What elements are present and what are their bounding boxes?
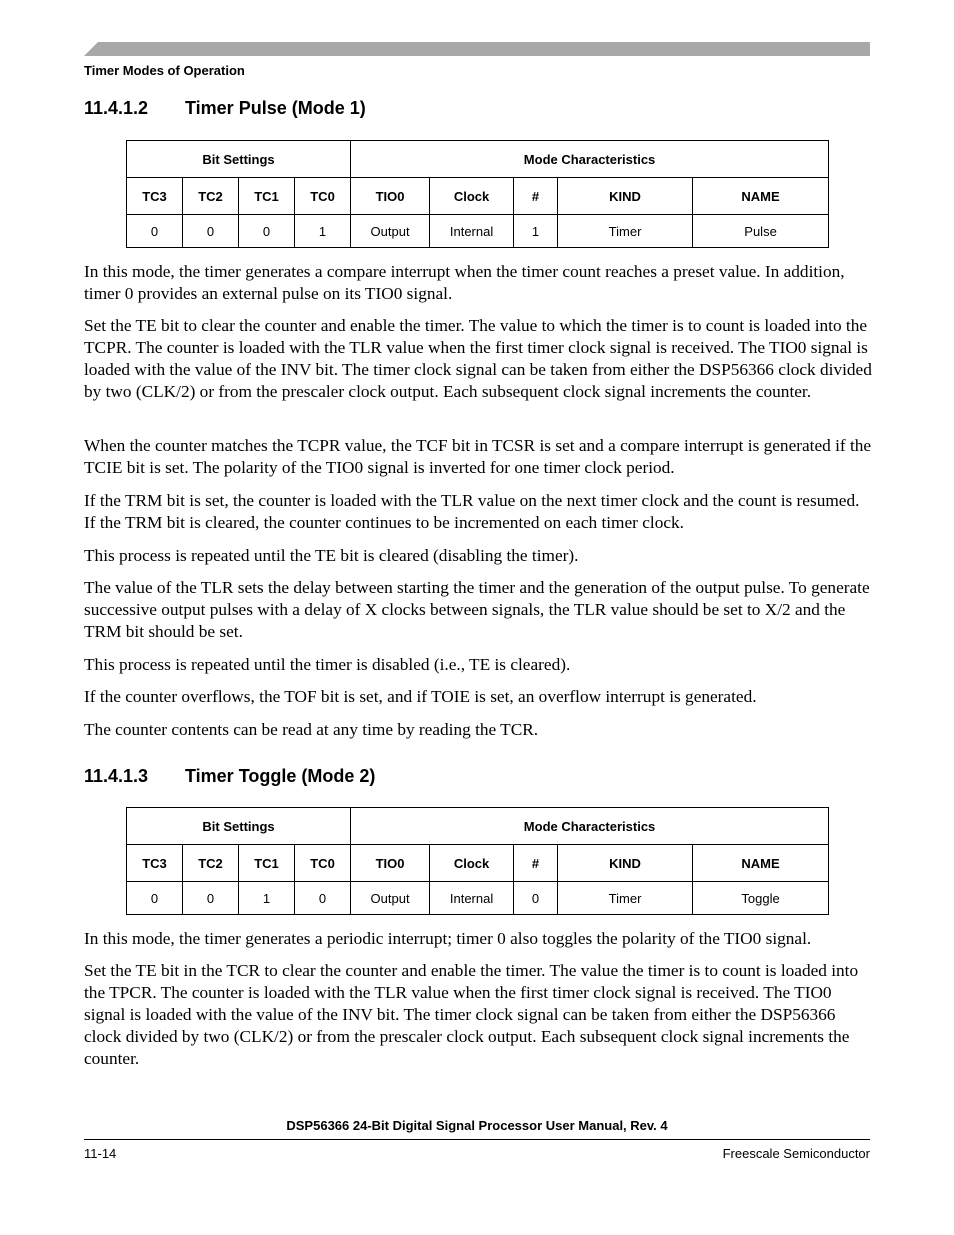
table-cell: Pulse	[693, 215, 829, 248]
paragraph: If the counter overflows, the TOF bit is set, and if TOIE is set, an overflow interrupt is generated.	[84, 687, 757, 706]
mode2-table	[126, 807, 829, 915]
table-cell: 0	[183, 882, 239, 915]
paragraph: In this mode, the timer generates a compare interrupt when the timer count reaches a preset value. In addition, timer 0 provides an external pulse on its TIO0 signal.	[84, 262, 845, 303]
table-cell: Internal	[430, 882, 514, 915]
paragraph: Set the TE bit in the TCR to clear the counter and enable the timer. The value the timer is to count is loaded into the TPCR. The counter is loaded with the TLR value when the first timer clock signal is received. The TIO0 signal is loaded with the value of the INV bit. The timer clock signal can be taken from either the DSP56366 clock divided by two (CLK/2) or from the prescaler clock output. Each subsequent clock signal increments the counter.	[84, 961, 859, 1068]
table-cell: 1	[239, 882, 295, 915]
column-header: Clock	[430, 845, 514, 882]
table-cell: Timer	[558, 215, 693, 248]
table-cell: 0	[127, 215, 183, 248]
section-number: 11.4.1.3	[84, 766, 149, 786]
section-heading-mode2	[84, 766, 375, 787]
table-cell: Toggle	[693, 882, 829, 915]
paragraph: This process is repeated until the TE bit is cleared (disabling the timer).	[84, 546, 579, 565]
table-cell: 1	[295, 215, 351, 248]
paragraph: This process is repeated until the timer is disabled (i.e., TE is cleared).	[84, 655, 571, 674]
table-cell: 1	[514, 215, 558, 248]
footer-divider	[84, 1139, 870, 1140]
table-group-header: Bit Settings	[127, 141, 351, 178]
paragraph: The value of the TLR sets the delay between starting the timer and the generation of the output pulse. To generate successive output pulses with a delay of X clocks between signals, the TLR value should be set to X/2 and the TRM bit should be set.	[84, 578, 870, 641]
column-header: TC2	[183, 845, 239, 882]
column-header: KIND	[558, 178, 693, 215]
column-header: TC1	[239, 845, 295, 882]
table-cell: Output	[351, 215, 430, 248]
table-group-header: Mode Characteristics	[351, 808, 829, 845]
column-header: KIND	[558, 845, 693, 882]
column-header: NAME	[693, 178, 829, 215]
table-cell: 0	[239, 215, 295, 248]
section-heading-mode1	[84, 98, 366, 119]
table-cell: Timer	[558, 882, 693, 915]
footer-company: Freescale Semiconductor	[722, 1146, 870, 1161]
table-cell: 0	[127, 882, 183, 915]
column-header: Clock	[430, 178, 514, 215]
paragraph: When the counter matches the TCPR value, the TCF bit in TCSR is set and a compare interrupt is generated if the TCIE bit is set. The polarity of the TIO0 signal is inverted for one timer clock period.	[84, 436, 872, 477]
column-header: TC0	[295, 845, 351, 882]
column-header: TC3	[127, 178, 183, 215]
table-cell: Output	[351, 882, 430, 915]
table-cell: 0	[514, 882, 558, 915]
paragraph: The counter contents can be read at any time by reading the TCR.	[84, 720, 539, 739]
paragraph: In this mode, the timer generates a periodic interrupt; timer 0 also toggles the polarity of the TIO0 signal.	[84, 929, 812, 948]
column-header: TIO0	[351, 178, 430, 215]
paragraph: Set the TE bit to clear the counter and enable the timer. The value to which the timer is to count is loaded into the TCPR. The counter is loaded with the TLR value when the first timer clock signal is received. The TIO0 signal is loaded with the value of the INV bit. The timer clock signal can be taken from either the DSP56366 clock divided by two (CLK/2) or from the prescaler clock output. Each subsequent clock signal increments the counter.	[84, 316, 872, 401]
column-header: #	[514, 178, 558, 215]
footer-title: DSP56366 24-Bit Digital Signal Processor User Manual, Rev. 4	[286, 1118, 668, 1133]
table-cell: 0	[183, 215, 239, 248]
column-header: TIO0	[351, 845, 430, 882]
column-header: TC0	[295, 178, 351, 215]
table-group-header: Bit Settings	[127, 808, 351, 845]
column-header: TC1	[239, 178, 295, 215]
table-cell: Internal	[430, 215, 514, 248]
running-header: Timer Modes of Operation	[84, 63, 245, 78]
table-row	[127, 215, 829, 248]
table-row	[127, 882, 829, 915]
section-title: Timer Toggle (Mode 2)	[185, 766, 376, 786]
table-group-header: Mode Characteristics	[351, 141, 829, 178]
section-title: Timer Pulse (Mode 1)	[185, 98, 366, 118]
header-bar	[84, 42, 870, 56]
column-header: TC3	[127, 845, 183, 882]
column-header: TC2	[183, 178, 239, 215]
column-header: #	[514, 845, 558, 882]
page-number: 11-14	[84, 1146, 117, 1161]
column-header: NAME	[693, 845, 829, 882]
table-cell: 0	[295, 882, 351, 915]
section-number: 11.4.1.2	[84, 98, 149, 118]
paragraph: If the TRM bit is set, the counter is loaded with the TLR value on the next timer clock and the count is resumed. If the TRM bit is cleared, the counter continues to be incremented on each timer clock.	[84, 491, 860, 532]
mode1-table	[126, 140, 829, 248]
